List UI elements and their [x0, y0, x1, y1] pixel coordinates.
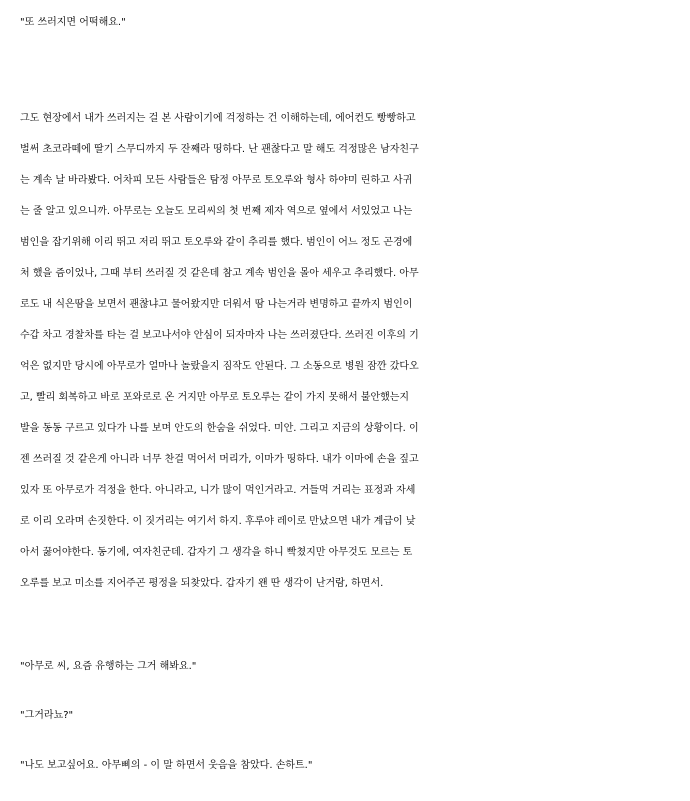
paragraph-line: 젠 쓰러질 것 같은게 아니라 너무 찬걸 먹어서 머리가, 이마가 띵하다. 내가 이마에 손을 짚고 — [20, 454, 419, 465]
paragraph-line: 벌써 초코라떼에 딸기 스무디까지 두 잔째라 띵하다. 난 괜찮다고 말 해도 걱정많은 남자친구 — [20, 144, 419, 155]
narrative-paragraph — [20, 103, 680, 599]
paragraph-line: 아서 꿇어야한다. 동기에, 여자친군데. 갑자기 그 생각을 하니 빡쳤지만 아무것도 모르는 토 — [20, 547, 413, 558]
paragraph-line: 오루를 보고 미소를 지어주곤 평정을 되찾았다. 갑자기 왠 딴 생각이 난거람, 하면서. — [20, 578, 384, 589]
paragraph-line: 있자 또 아무로가 걱정을 한다. 아니라고, 니가 많이 먹인거라고. 거들먹 거리는 표정과 자세 — [20, 485, 416, 496]
paragraph-line: 고, 빨리 회복하고 바로 포와로로 온 거지만 아무로 토오루는 같이 가지 못해서 불안했는지 — [20, 392, 410, 403]
paragraph-line: 그도 현장에서 내가 쓰러지는 걸 본 사람이기에 걱정하는 건 이해하는데, 에어컨도 빵빵하고 — [20, 113, 416, 124]
dialogue-quote-heart: "나도 보고싶어요. 아무삐의 - 이 말 하면서 웃음을 참았다. 손하트." — [20, 760, 313, 771]
paragraph-line: 발을 동동 구르고 있다가 나를 보며 안도의 한숨을 쉬었다. 미안. 그리고 지금의 상황이다. 이 — [20, 423, 419, 434]
paragraph-line: 는 계속 날 바라봤다. 어차피 모든 사람들은 탐정 아무로 토오루와 형사 하야미 린하고 사귀 — [20, 175, 413, 186]
paragraph-line: 수갑 차고 경찰차를 타는 걸 보고나서야 안심이 되자마자 나는 쓰러졌단다. 쓰러진 이후의 기 — [20, 330, 419, 341]
paragraph-line: 로 이리 오라며 손짓한다. 이 짓거리는 여기서 하지. 후루야 레이로 만났으면 내가 계급이 낮 — [20, 516, 416, 527]
dialogue-quote-request: "아무로 씨, 요즘 유행하는 그거 해봐요." — [20, 661, 197, 672]
opening-quote: "또 쓰러지면 어떡해요." — [20, 17, 126, 28]
paragraph-line: 억은 없지만 당시에 아무로가 얼마나 놀랐을지 짐작도 안된다. 그 소동으로 병원 잠깐 갔다오 — [20, 361, 419, 372]
dialogue-quote-question: "그거라뇨?" — [20, 710, 74, 721]
paragraph-line: 로도 내 식은땀을 보면서 괜찮냐고 물어왔지만 더워서 땀 나는거라 변명하고 끝까지 범인이 — [20, 299, 413, 310]
paragraph-line: 는 줄 알고 있으니까. 아무로는 오늘도 모리씨의 첫 번째 제자 역으로 옆에서 서있었고 나는 — [20, 206, 413, 217]
paragraph-line: 범인을 잡기위해 이리 뛰고 저리 뛰고 토오루와 같이 추리를 했다. 범인이 어느 정도 곤경에 — [20, 237, 413, 248]
paragraph-line: 처 했을 즘이었나, 그때 부터 쓰러질 것 같은데 참고 계속 범인을 몰아 세우고 추리했다. 아무 — [20, 268, 419, 279]
